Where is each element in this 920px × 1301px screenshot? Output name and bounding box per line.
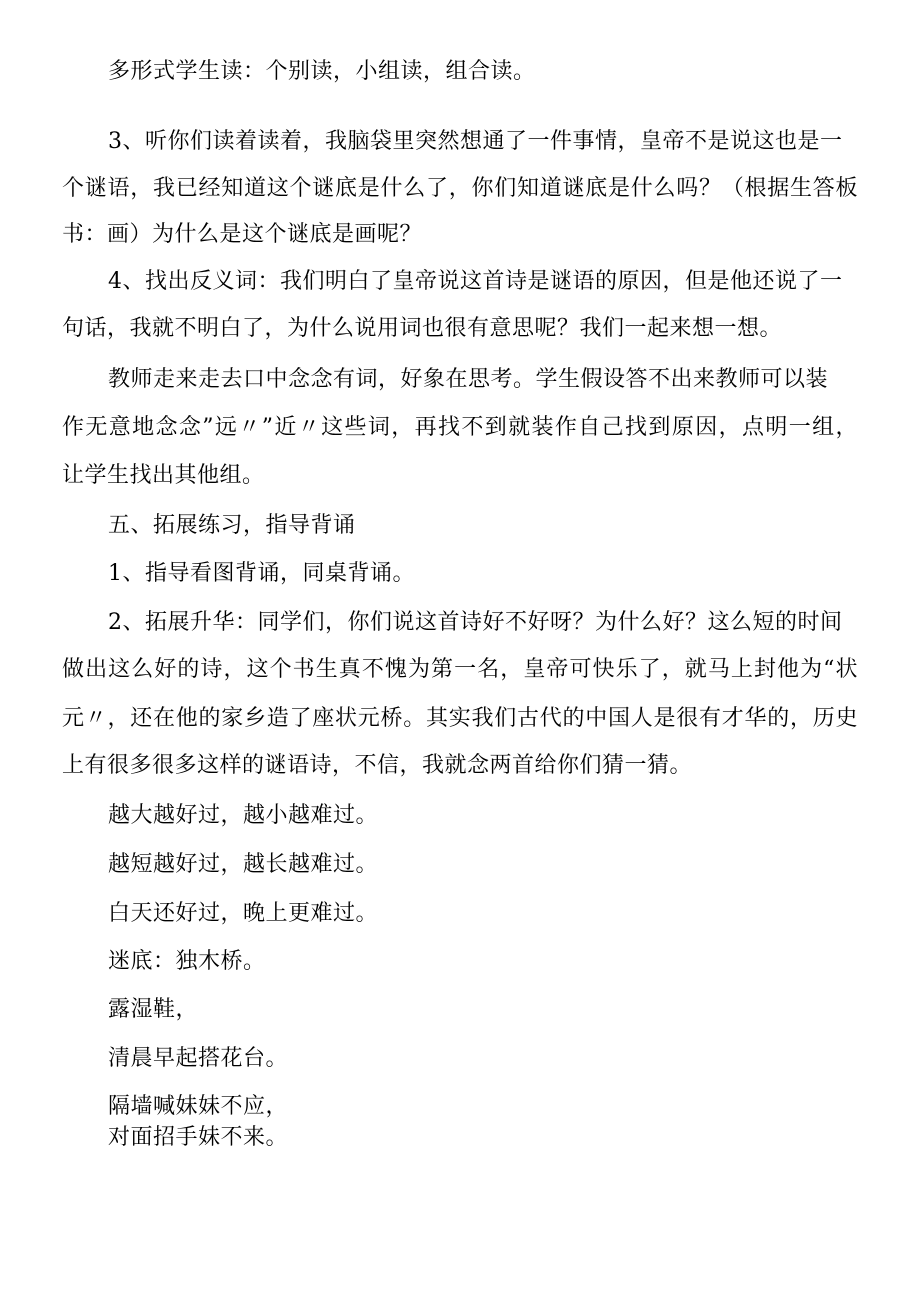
- paragraph-3-line-2: 个谜语，我已经知道这个谜底是什么了，你们知道谜底是什么吗？（根据生答板: [62, 176, 858, 201]
- item-2-line-3: 元〃，还在他的家乡造了座状元桥。其实我们古代的中国人是很有才华的，历史: [62, 706, 858, 731]
- item-2-line-4: 上有很多很多这样的谜语诗，不信，我就念两首给你们猜一猜。: [62, 753, 693, 778]
- section-heading-five: 五、拓展练习，指导背诵: [108, 513, 356, 538]
- item-2-line-1: 2、拓展升华：同学们，你们说这首诗好不好呀？为什么好？这么短的时间: [108, 610, 843, 635]
- riddle-2-line-3: 隔墙喊妹妹不应，: [108, 1094, 289, 1119]
- paragraph-3-line-1: 3、听你们读着读着，我脑袋里突然想通了一件事情，皇帝不是说这也是一: [108, 129, 843, 154]
- paragraph-3-line-3: 书：画）为什么是这个谜底是画呢？: [62, 222, 423, 247]
- riddle-2-line-1: 露湿鞋，: [108, 997, 199, 1022]
- paragraph-reading-forms: 多形式学生读：个别读，小组读，组合读。: [108, 59, 536, 84]
- paragraph-teacher-line-2: 作无意地念念”远〃”近〃这些词，再找不到就装作自己找到原因，点明一组，: [62, 415, 858, 440]
- riddle-1-line-2: 越短越好过，越长越难过。: [108, 852, 379, 877]
- riddle-1-answer: 迷底：独木桥。: [108, 949, 266, 974]
- item-2-line-2: 做出这么好的诗，这个书生真不愧为第一名，皇帝可快乐了，就马上封他为“状: [62, 657, 858, 682]
- paragraph-4-line-1: 4、找出反义词：我们明白了皇帝说这首诗是谜语的原因，但是他还说了一: [108, 269, 843, 294]
- item-1-recite: 1、指导看图背诵，同桌背诵。: [108, 561, 415, 586]
- paragraph-teacher-line-1: 教师走来走去口中念念有词，好象在思考。学生假设答不出来教师可以装: [108, 367, 829, 392]
- paragraph-4-line-2: 句话，我就不明白了，为什么说用词也很有意思呢？我们一起来想一想。: [62, 316, 783, 341]
- riddle-1-line-3: 白天还好过，晚上更难过。: [108, 901, 379, 926]
- riddle-1-line-1: 越大越好过，越小越难过。: [108, 803, 379, 828]
- riddle-2-line-4: 对面招手妹不来。: [108, 1125, 289, 1150]
- paragraph-teacher-line-3: 让学生找出其他组。: [62, 463, 265, 488]
- riddle-2-line-2: 清晨早起搭花台。: [108, 1046, 289, 1071]
